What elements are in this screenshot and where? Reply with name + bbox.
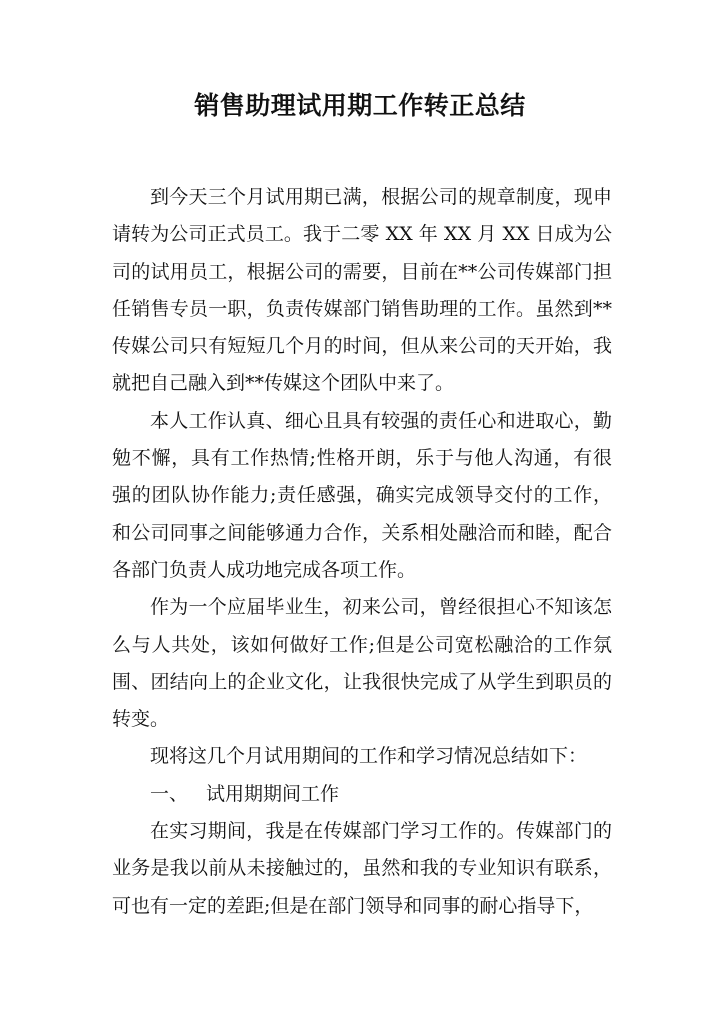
paragraph-summary-intro: 现将这几个月试用期间的工作和学习情况总结如下： [150, 745, 588, 768]
section-heading-text: 试用期期间工作 [206, 782, 340, 805]
paragraph-internship: 在实习期间，我是在传媒部门学习工作的。传媒部门的业务是我以前从未接触过的，虽然和我的专业知识有联系，可也有一定的差距;但是在部门领导和同事的耐心指导下， [112, 820, 612, 917]
paragraph-adaptation: 作为一个应届毕业生，初来公司，曾经很担心不知该怎么与人共处，该如何做好工作;但是公司宽松融洽的工作氛围、团结向上的企业文化，让我很快完成了从学生到职员的转变。 [112, 596, 612, 731]
section-heading [112, 776, 612, 813]
paragraph-intro: 到今天三个月试用期已满，根据公司的规章制度，现申请转为公司正式员工。我于二零 XX 年 XX 月 XX 日成为公司的试用员工，根据公司的需要，目前在**公司传媒部门担任销售专员一职，负责传媒部门销售助理的工作。虽然到**传媒公司只有短短几个月的时间，但从来公司的天开始，我就把自己融入到**传媒这个团队中来了。 [112, 186, 612, 395]
document-title: 销售助理试用期工作转正总结 [194, 91, 526, 120]
paragraph-self-evaluation: 本人工作认真、细心且具有较强的责任心和进取心，勤勉不懈，具有工作热情;性格开朗，乐于与他人沟通，有很强的团队协作能力;责任感强，确实完成领导交付的工作，和公司同事之间能够通力合作，关系相处融洽而和睦，配合各部门负责人成功地完成各项工作。 [112, 409, 612, 581]
document-body [112, 179, 612, 925]
section-heading-number: 一、 [150, 782, 189, 805]
